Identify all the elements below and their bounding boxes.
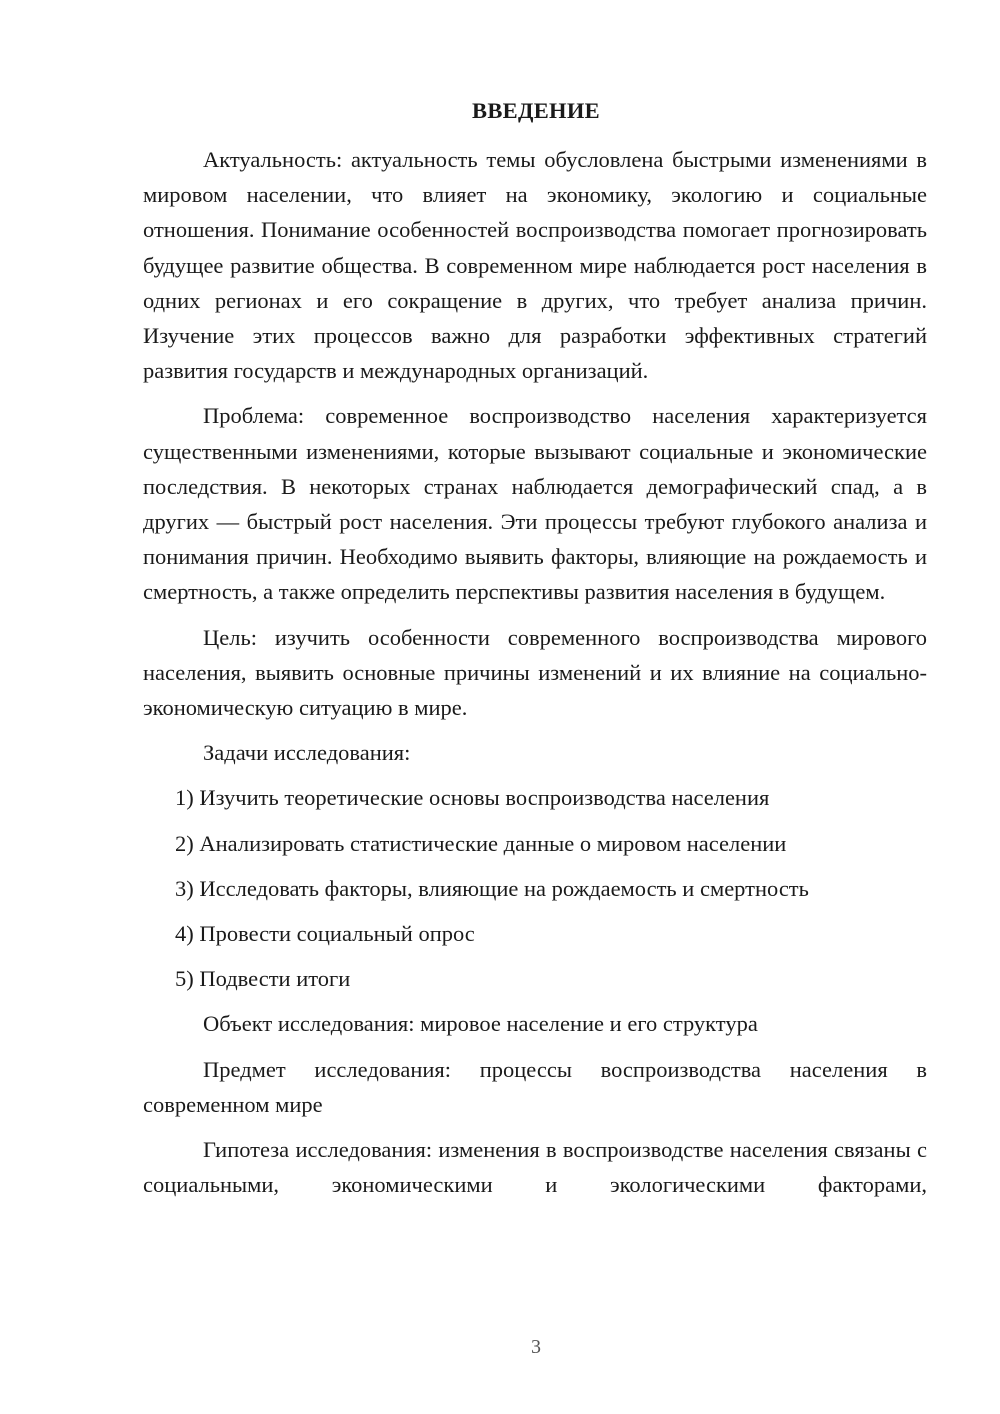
paragraph-goal: Цель: изучить особенности современного воспроизводства мирового населения, выявить основные причины изменений и их влияние на социально-экономическую ситуацию в мире. — [143, 624, 927, 721]
paragraph-hypothesis: Гипотеза исследования: изменения в воспроизводстве населения связаны с социальными, экономическими и экологическими факторами, — [143, 1137, 927, 1198]
task-item-2: 2) Анализировать статистические данные о мировом населении — [175, 830, 787, 856]
page-number: 3 — [531, 1336, 541, 1358]
paragraph-object: Объект исследования: мировое население и его структура — [203, 1011, 758, 1037]
task-item-1: 1) Изучить теоретические основы воспроизводства населения — [175, 785, 770, 811]
task-item-5: 5) Подвести итоги — [175, 966, 351, 992]
page-title: ВВЕДЕНИЕ — [472, 98, 600, 123]
paragraph-problem: Проблема: современное воспроизводство населения характеризуется существенными изменениями, которые вызывают социальные и экономические последствия. В некоторых странах наблюдается демографический спад, а в других — быстрый рост населения. Эти процессы требуют глубокого анализа и понимания причин. Необходимо выявить факторы, влияющие на рождаемость и смертность, а также определить перспективы развития населения в будущем. — [143, 403, 927, 605]
paragraph-subject: Предмет исследования: процессы воспроизводства населения в современном мире — [143, 1056, 927, 1117]
document-body — [143, 142, 927, 1202]
task-item-3: 3) Исследовать факторы, влияющие на рождаемость и смертность — [175, 875, 809, 901]
tasks-heading: Задачи исследования: — [203, 740, 411, 766]
paragraph-relevance: Актуальность: актуальность темы обусловлена быстрыми изменениями в мировом населении, что влияет на экономику, экологию и социальные отношения. Понимание особенностей воспроизводства помогает прогнозировать будущее развитие общества. В современном мире наблюдается рост населения в одних регионах и его сокращение в других, что требует анализа причин. Изучение этих процессов важно для разработки эффективных стратегий развития государств и международных организаций. — [143, 147, 927, 384]
task-item-4: 4) Провести социальный опрос — [175, 921, 475, 947]
